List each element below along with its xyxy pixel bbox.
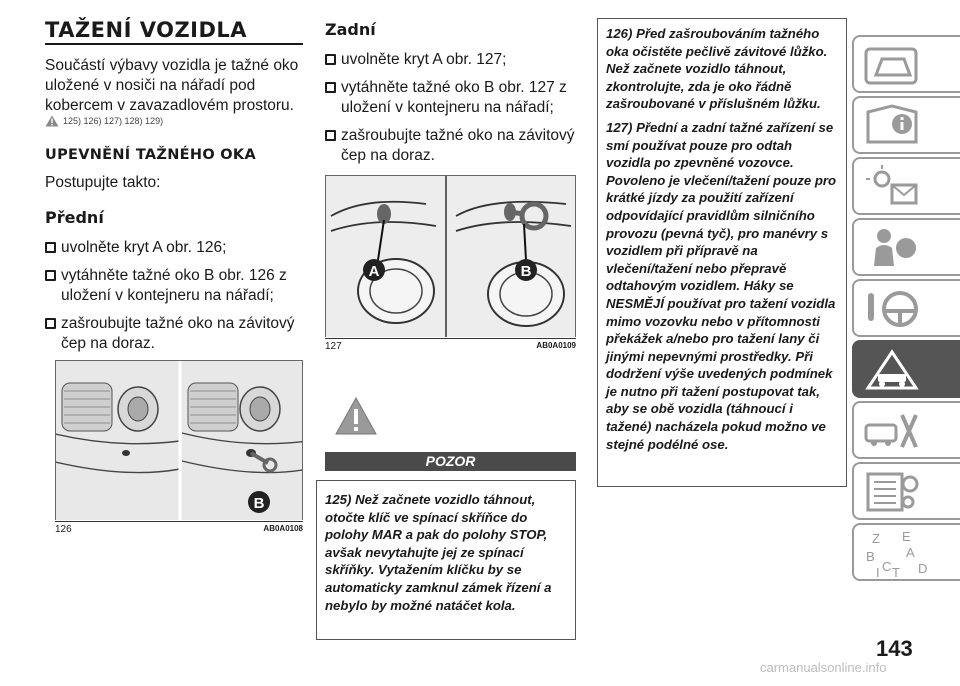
alphabet-index-icon [862,529,932,581]
svg-text:A: A [906,545,915,560]
warning-notes-box [597,18,847,487]
warning-note-box [316,480,576,640]
figure-code: AB0A0109 [536,341,576,350]
figure-126-label-b: B [253,495,265,512]
lead-text: Postupujte takto: [45,174,161,191]
figure-number: 126 [55,524,72,535]
sidebar-tab-index[interactable] [852,523,960,581]
list-item: uvolněte kryt A obr. 126; [45,238,303,258]
list-item: vytáhněte tažné oko B obr. 127 z uložení v kontejneru na nářadí; [325,78,577,118]
checkbox-bullet-icon [325,54,336,65]
sidebar-tab-specifications[interactable] [852,462,960,520]
car-icon [862,41,922,89]
list-item: uvolněte kryt A obr. 127; [325,50,577,70]
svg-text:B: B [866,549,875,564]
svg-text:D: D [918,561,928,576]
figure-number: 127 [325,341,342,352]
checkbox-bullet-icon [45,242,56,253]
sidebar-tab-service[interactable] [852,401,960,459]
figure-127 [325,175,576,337]
dashboard-lights-icon [862,163,922,211]
watermark-text: carmanualsonline.info [760,660,887,675]
figure-code: AB0A0108 [263,524,303,533]
front-subtitle: Přední [45,208,104,227]
front-steps-list [45,238,303,362]
checkbox-bullet-icon [45,318,56,329]
list-item: zašroubujte tažné oko na závitový čep na doraz. [325,126,577,166]
steering-wheel-icon [862,285,922,333]
warning-triangle-icon [45,115,59,127]
figure-127-label-a: A [368,263,380,280]
car-crash-warning-icon [862,346,922,394]
warning-heading: POZOR [325,452,576,471]
checkbox-bullet-icon [325,130,336,141]
list-item: zašroubujte tažné oko na závitový čep na doraz. [45,314,303,354]
rear-subtitle: Zadní [325,20,376,39]
rear-steps-list [325,50,577,174]
warning-triangle-icon [334,396,378,436]
checkbox-bullet-icon [45,270,56,281]
rear-bumper-illustration [326,176,576,337]
warning-note-125: 125) Než začnete vozidlo táhnout, otočte klíč ve spínací skříňce do polohy MAR a pak do polohy STOP, avšak nevytahujte jej ze spínací skříňky. Vytažením klíčku by se automaticky zamknul zámek řízení a nebylo by možné natáčet kola. [325,492,552,613]
warning-references [45,115,163,127]
intro-paragraph: Součástí výbavy vozidla je tažné oko uložené v nosiči na nářadí pod kobercem v zavazadlovém prostoru. [45,57,299,114]
svg-text:C: C [882,559,892,574]
airbag-person-icon [862,224,922,272]
sidebar-tab-dashboard[interactable] [852,157,960,215]
figure-127-label-b: B [520,263,532,280]
references-text: 125) 126) 127) 128) 129) [63,116,164,126]
front-bumper-illustration [56,361,303,520]
svg-text:Z: Z [872,531,880,546]
specifications-list-icon [862,468,922,516]
figure-126-caption [55,521,303,535]
sidebar-tab-safety[interactable] [852,218,960,276]
warning-note-126: 126) Před zašroubováním tažného oka očistěte pečlivě závitové lůžko. Než začnete vozidlo táhnout, zkontrolujte, zda je oko řádně zašroubované v příslušném lůžku. [606,26,828,112]
section-title: UPEVNĚNÍ TAŽNÉHO OKA [45,147,256,163]
figure-127-caption [325,338,576,352]
sidebar-tab-info[interactable] [852,96,960,154]
sidebar-tab-emergency[interactable] [852,340,960,398]
sidebar-tab-driving[interactable] [852,279,960,337]
service-tools-icon [862,407,922,455]
page-number: 143 [876,636,913,661]
info-icon [862,102,922,150]
svg-text:T: T [892,565,900,580]
svg-text:E: E [902,529,911,544]
checkbox-bullet-icon [325,82,336,93]
title-divider [45,43,303,45]
svg-text:I: I [876,565,880,580]
figure-126 [55,360,303,520]
warning-note-127: 127) Přední a zadní tažné zařízení se smí používat pouze pro odtah vozidla po zpevněné vozovce. Povoleno je vlečení/tažení pouze pro krátké jízdy za použití zařízení odpovídající pravidlům silničního provozu (pevná tyč), pro manévry s vozidlem při přípravě na vlečení/tažení nebo přepravě odtahovým vozidlem. Háky se NESMĚJÍ používat pro tažení vozidla mimo vozovku nebo v přítomnosti překážek a/nebo pro tažení lany či jinými nepevnými prostředky. Při dodržení výše uvedených podmínek je nutno při tažení postupovat tak, aby se obě vozidla (táhnoucí i tažené) nacházela pokud možno ve stejné podélné ose. [606,119,837,452]
page-title: TAŽENÍ VOZIDLA [45,18,248,42]
list-item: vytáhněte tažné oko B obr. 126 z uložení v kontejneru na nářadí; [45,266,303,306]
sidebar-tab-car[interactable] [852,35,960,93]
